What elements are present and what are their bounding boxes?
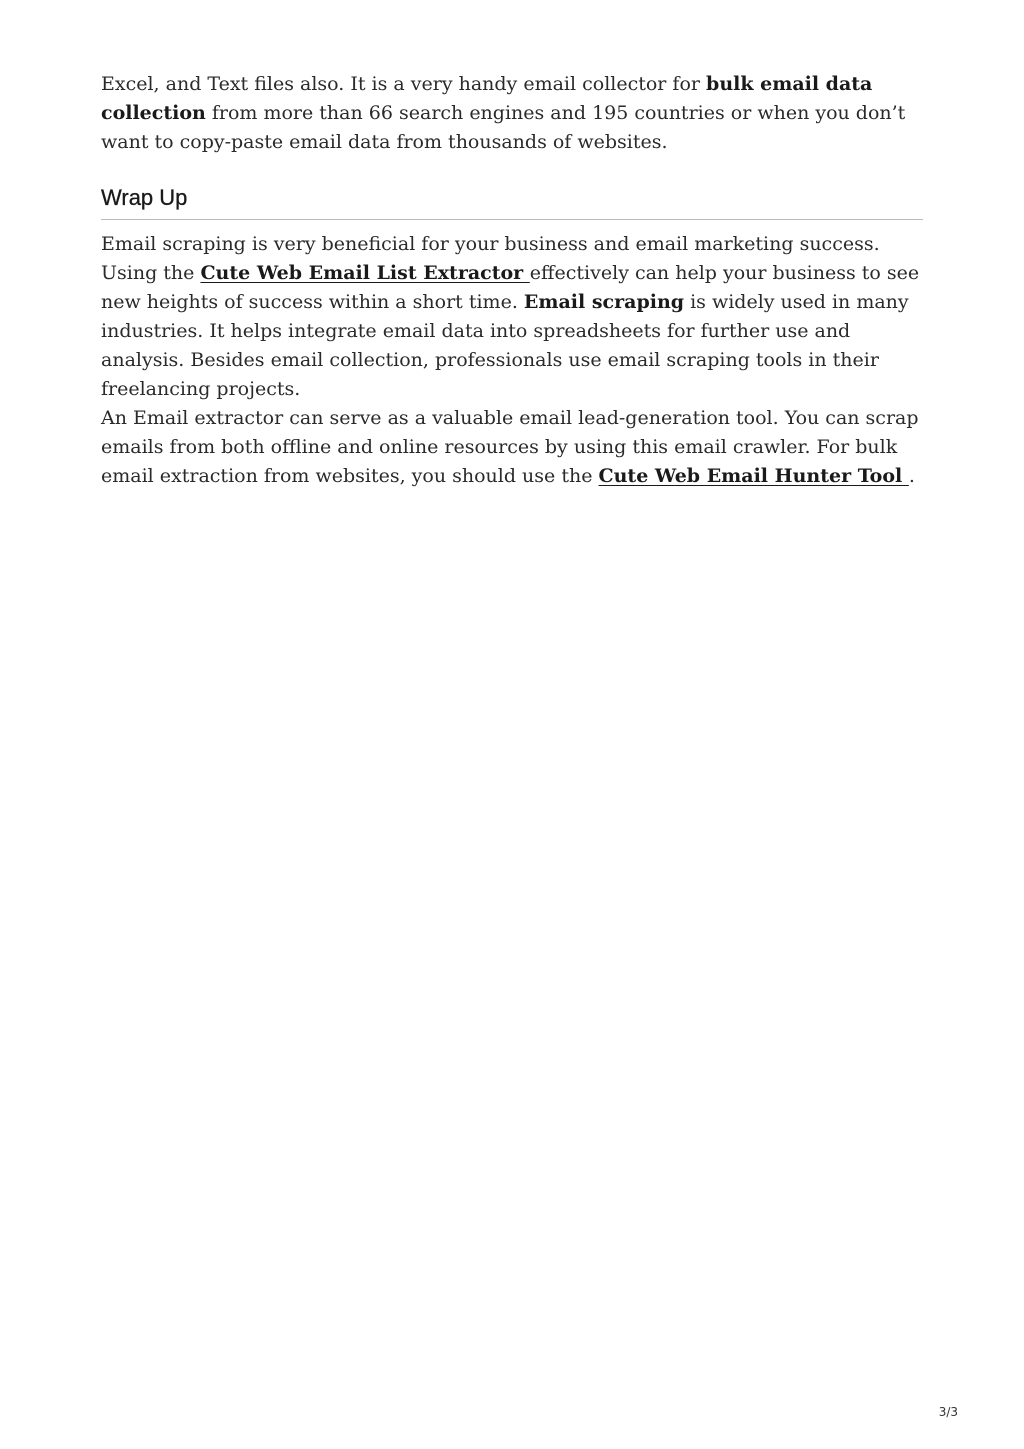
wrap-up-text-1: Email scraping is very beneficial for your business and email marketing success. Using the [101, 233, 880, 284]
extractor-text-2: . [908, 465, 915, 487]
intro-text-2: from more than 66 search engines and 195 countries or when you don’t want to copy-paste email data from thousands of websites. [101, 102, 906, 153]
intro-bold-phrase: bulk email data collection [101, 73, 873, 124]
wrap-up-text-3: is widely used in many industries. It helps integrate email data into spreadsheets for further use and analysis. Besides email collection, professionals use email scraping tools in their freelancing projects. [101, 291, 909, 400]
intro-paragraph [101, 70, 923, 157]
extractor-text-1: An Email extractor can serve as a valuable email lead-generation tool. You can scrap emails from both offline and online resources by using this email crawler. For bulk email extraction from websites, you should use the [101, 407, 919, 487]
wrap-up-bold-phrase: Email scraping [523, 291, 685, 313]
email-hunter-tool-link[interactable]: Cute Web Email Hunter Tool [598, 465, 909, 487]
document-body [101, 70, 923, 491]
extractor-paragraph [101, 404, 923, 491]
wrap-up-paragraph [101, 230, 923, 404]
email-list-extractor-link[interactable]: Cute Web Email List Extractor [200, 262, 530, 284]
section-heading: Wrap Up [101, 185, 923, 220]
wrap-up-text-2: effectively can help your business to see new heights of success within a short time. [101, 262, 920, 313]
intro-text-1: Excel, and Text files also. It is a very handy email collector for [101, 73, 707, 95]
page-number: 3/3 [938, 1405, 958, 1419]
